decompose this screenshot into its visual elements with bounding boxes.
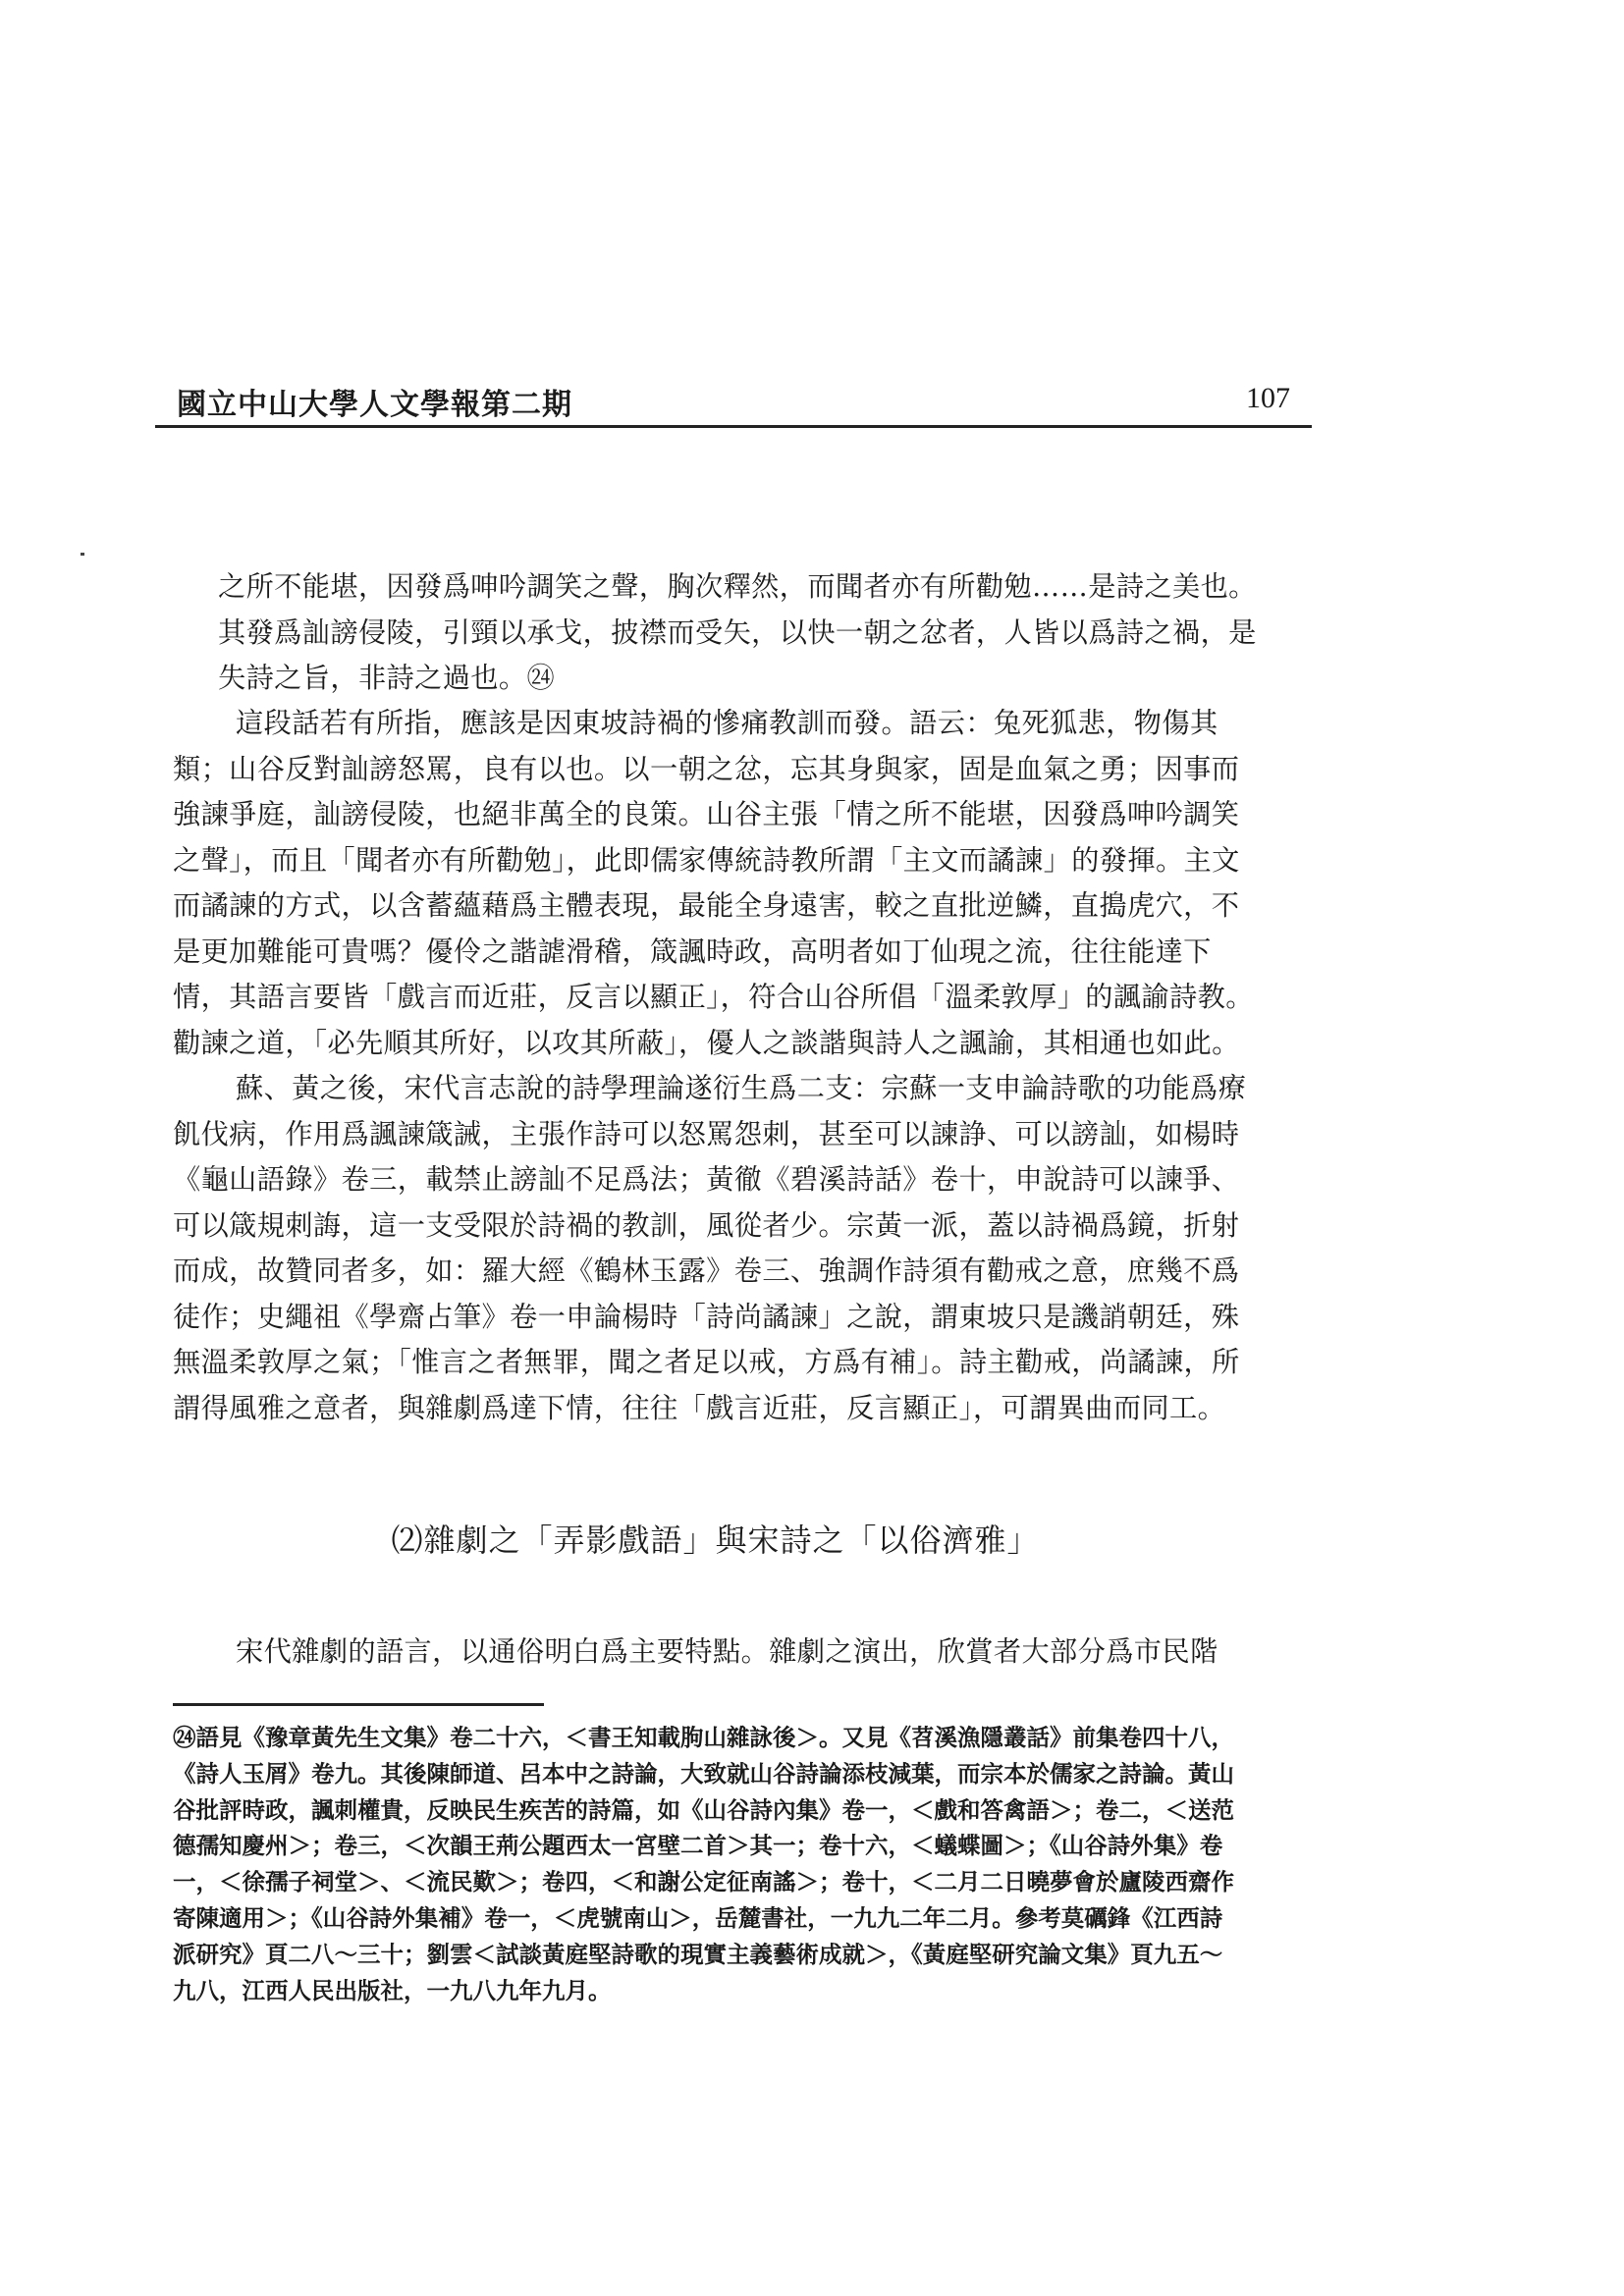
page-header — [155, 378, 1312, 428]
page-number: 107 — [1246, 382, 1290, 414]
scan-speck — [81, 553, 84, 556]
footnote: ㉔語見《豫章黃先生文集》卷二十六，＜書王知載朐山雜詠後＞。又見《苕溪漁隱叢話》前集卷四十八，《詩人玉屑》卷九。其後陳師道、呂本中之詩論，大致就山谷詩論添枝減葉，而宗本於儒家之詩論。黃山谷批評時政，諷刺權貴，反映民生疾苦的詩篇，如《山谷詩內集》卷一，＜戲和答禽語＞；卷二，＜送范德孺知慶州＞；卷三，＜次韻王荊公題西太一宮壁二首＞其一；卷十六，＜蟻蝶圖＞；《山谷詩外集》卷一，＜徐孺子祠堂＞、＜流民歎＞；卷四，＜和謝公定征南謠＞；卷十，＜二月二日曉夢會於廬陵西齋作寄陳適用＞；《山谷詩外集補》卷一，＜虎號南山＞，岳麓書社，一九九二年二月。參考莫礪鋒《江西詩派研究》頁二八～三十；劉雲＜試談黃庭堅詩歌的現實主義藝術成就＞，《黃庭堅研究論文集》頁九五～九八，江西人民出版社，一九八九年九月。 — [173, 1724, 1234, 2004]
running-title: 國立中山大學人文學報第二期 — [177, 388, 572, 422]
footnote-divider — [173, 1703, 544, 1706]
body-paragraph: 這段話若有所指，應該是因東坡詩禍的慘痛教訓而發。語云：兔死狐悲，物傷其類；山谷反對訕謗怒罵，良有以也。以一朝之忿，忘其身與家，固是血氣之勇；因事而強諫爭庭，訕謗侵陵，也絕非萬全的良策。山谷主張「情之所不能堪，因發爲呻吟調笑之聲」，而且「聞者亦有所勸勉」，此即儒家傳統詩教所謂「主文而譎諫」的發揮。主文而譎諫的方式，以含蓄蘊藉爲主體表現，最能全身遠害，較之直批逆鱗，直搗虎穴，不是更加難能可貴嗎？優伶之諧謔滑稽，箴諷時政，高明者如丁仙現之流，往往能達下情，其語言要皆「戲言而近莊，反言以顯正」，符合山谷所倡「溫柔敦厚」的諷諭詩教。勸諫之道，「必先順其所好，以攻其所蔽」，優人之談諧與詩人之諷諭，其相通也如此。 — [173, 707, 1254, 1059]
body-paragraph: 蘇、黃之後，宋代言志說的詩學理論遂衍生爲二支：宗蘇一支申論詩歌的功能爲療飢伐病，作用爲諷諫箴誡，主張作詩可以怒罵怨刺，甚至可以諫諍、可以謗訕，如楊時《龜山語錄》卷三，載禁止謗訕不足爲法；黃徹《碧溪詩話》卷十，申說詩可以諫爭、可以箴規刺誨，這一支受限於詩禍的教訓，風從者少。宗黃一派，蓋以詩禍爲鏡，折射而成，故贊同者多，如：羅大經《鶴林玉露》卷三、強調作詩須有勸戒之意，庶幾不爲徒作；史繩祖《學齋占筆》卷一申論楊時「詩尚譎諫」之說，謂東坡只是譏誚朝廷，殊無溫柔敦厚之氣；「惟言之者無罪，聞之者足以戒，方爲有補」。詩主勸戒，尚譎諫，所謂得風雅之意者，與雜劇爲達下情，往往「戲言近莊，反言顯正」，可謂異曲而同工。 — [173, 1072, 1247, 1424]
body-paragraph: 宋代雜劇的語言，以通俗明白爲主要特點。雜劇之演出，欣賞者大部分爲市民階 — [236, 1635, 1218, 1668]
block-quote: 之所不能堪，因發爲呻吟調笑之聲，胸次釋然，而聞者亦有所勸勉……是詩之美也。其發爲訕謗侵陵，引頸以承戈，披襟而受矢，以快一朝之忿者，人皆以爲詩之禍，是失詩之旨，非詩之過也。㉔ — [218, 570, 1257, 694]
section-heading: ⑵雜劇之「弄影戲語」與宋詩之「以俗濟雅」 — [391, 1522, 1040, 1559]
